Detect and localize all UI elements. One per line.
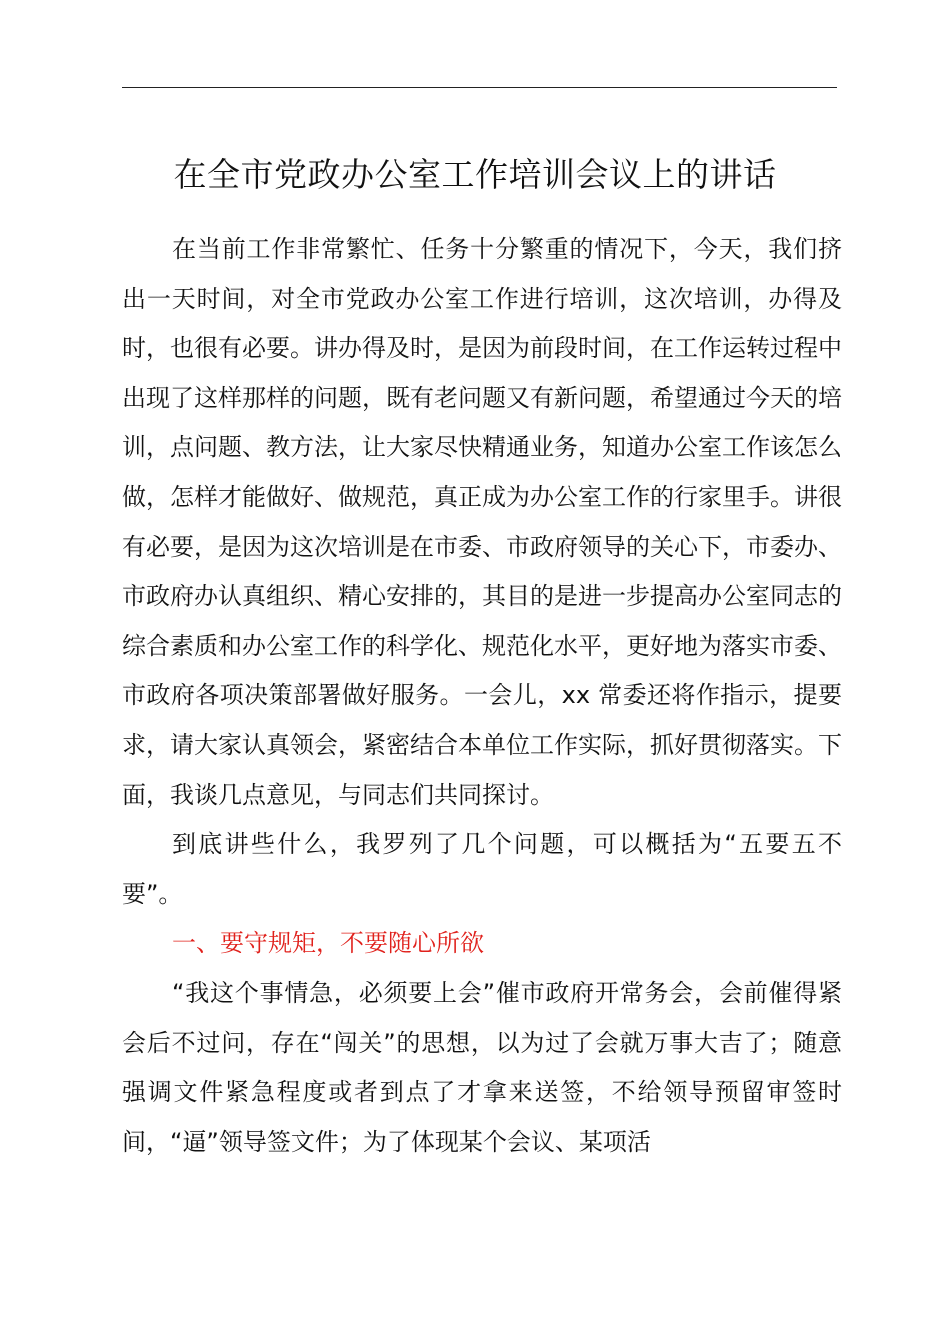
paragraph-summary: 到底讲些什么，我罗列了几个问题，可以概括为“五要五不要”。 bbox=[122, 830, 842, 908]
paragraph-intro: 在当前工作非常繁忙、任务十分繁重的情况下，今天，我们挤出一天时间，对全市党政办公室工作进行培训，这次培训，办得及时，也很有必要。讲办得及时，是因为前段时间，在工作运转过程中出现了这样那样的问题，既有老问题又有新问题，希望通过今天的培训，点问题、教方法，让大家尽快精通业务，知道办公室工作该怎么做，怎样才能做好、做规范，真正成为办公室工作的行家里手。讲很有必要，是因为这次培训是在市委、市政府领导的关心下，市委办、市政府办认真组织、精心安排的，其目的是进一步提高办公室同志的综合素质和办公室工作的科学化、规范化水平，更好地为落实市委、市政府各项决策部署做好服务。一会儿，xx 常委还将作指示，提要求，请大家认真领会，紧密结合本单位工作实际，抓好贯彻落实。下面，我谈几点意见，与同志们共同探讨。 bbox=[122, 235, 842, 809]
section-paragraph: “我这个事情急，必须要上会”催市政府开常务会，会前催得紧会后不过问，存在“闯关”的思想，以为过了会就万事大吉了；随意强调文件紧急程度或者到点了才拿来送签，不给领导预留审签时间，“逼”领导签文件；为了体现某个会议、某项活 bbox=[122, 978, 842, 1156]
section-heading: 一、要守规矩，不要随心所欲 bbox=[172, 929, 484, 958]
header-rule bbox=[122, 87, 837, 88]
document-body bbox=[122, 225, 842, 1167]
document-title: 在全市党政办公室工作培训会议上的讲话 bbox=[173, 155, 777, 194]
